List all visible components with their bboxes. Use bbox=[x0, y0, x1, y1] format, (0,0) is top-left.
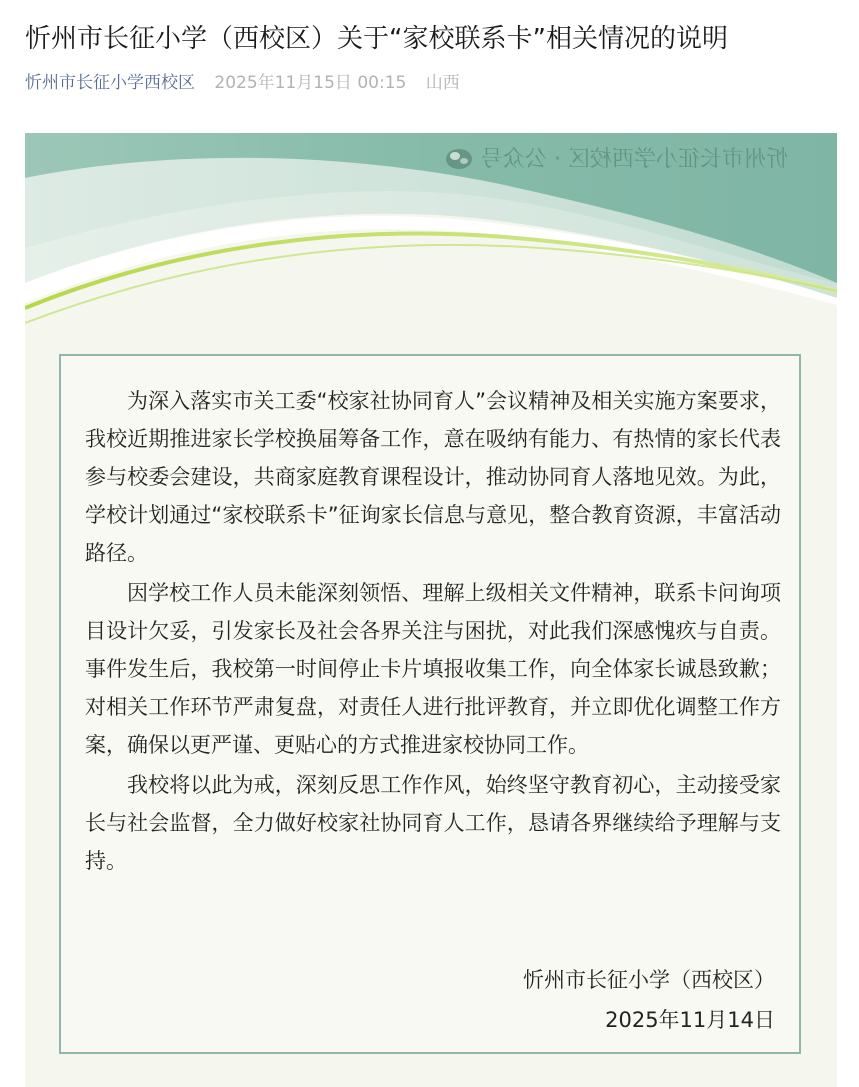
notice-card bbox=[25, 133, 837, 1087]
notice-paragraph-2: 因学校工作人员未能深刻领悟、理解上级相关文件精神，联系卡问询项目设计欠妥，引发家长及社会各界关注与困扰，对此我们深感愧疚与自责。事件发生后，我校第一时间停止卡片填报收集工作，向全体家长诚恳致歉；对相关工作环节严肃复盘，对责任人进行批评教育，并立即优化调整工作方案，确保以更严谨、更贴心的方式推进家校协同工作。 bbox=[85, 581, 781, 757]
signature-block bbox=[523, 960, 775, 1040]
account-name-link[interactable]: 忻州市长征小学西校区 bbox=[25, 73, 195, 93]
notice-body bbox=[85, 382, 781, 882]
publish-date: 2025年11月15日 00:15 bbox=[214, 73, 407, 93]
notice-paragraph-1: 为深入落实市关工委“校家社协同育人”会议精神及相关实施方案要求，我校近期推进家长学校换届筹备工作，意在吸纳有能力、有热情的家长代表参与校委会建设，共商家庭教育课程设计，推动协同育人落地见效。为此，学校计划通过“家校联系卡”征询家长信息与意见，整合教育资源，丰富活动路径。 bbox=[85, 389, 781, 565]
signature-organization: 忻州市长征小学（西校区） bbox=[523, 968, 775, 992]
school-logo-icon bbox=[446, 149, 472, 169]
signature-date: 2025年11月14日 bbox=[605, 1008, 775, 1032]
publish-location: 山西 bbox=[425, 73, 460, 93]
banner-graphic bbox=[25, 133, 837, 343]
article-title: 忻州市长征小学（西校区）关于“家校联系卡”相关情况的说明 bbox=[25, 24, 728, 54]
notice-paragraph-3: 我校将以此为戒，深刻反思工作作风，始终坚守教育初心，主动接受家长与社会监督，全力做好校家社协同育人工作，恳请各界继续给予理解与支持。 bbox=[85, 773, 781, 873]
article-meta bbox=[25, 70, 460, 96]
notice-box bbox=[59, 354, 801, 1054]
banner-watermark: 忻州市长征小学西校区 · 公众号 bbox=[481, 147, 788, 172]
